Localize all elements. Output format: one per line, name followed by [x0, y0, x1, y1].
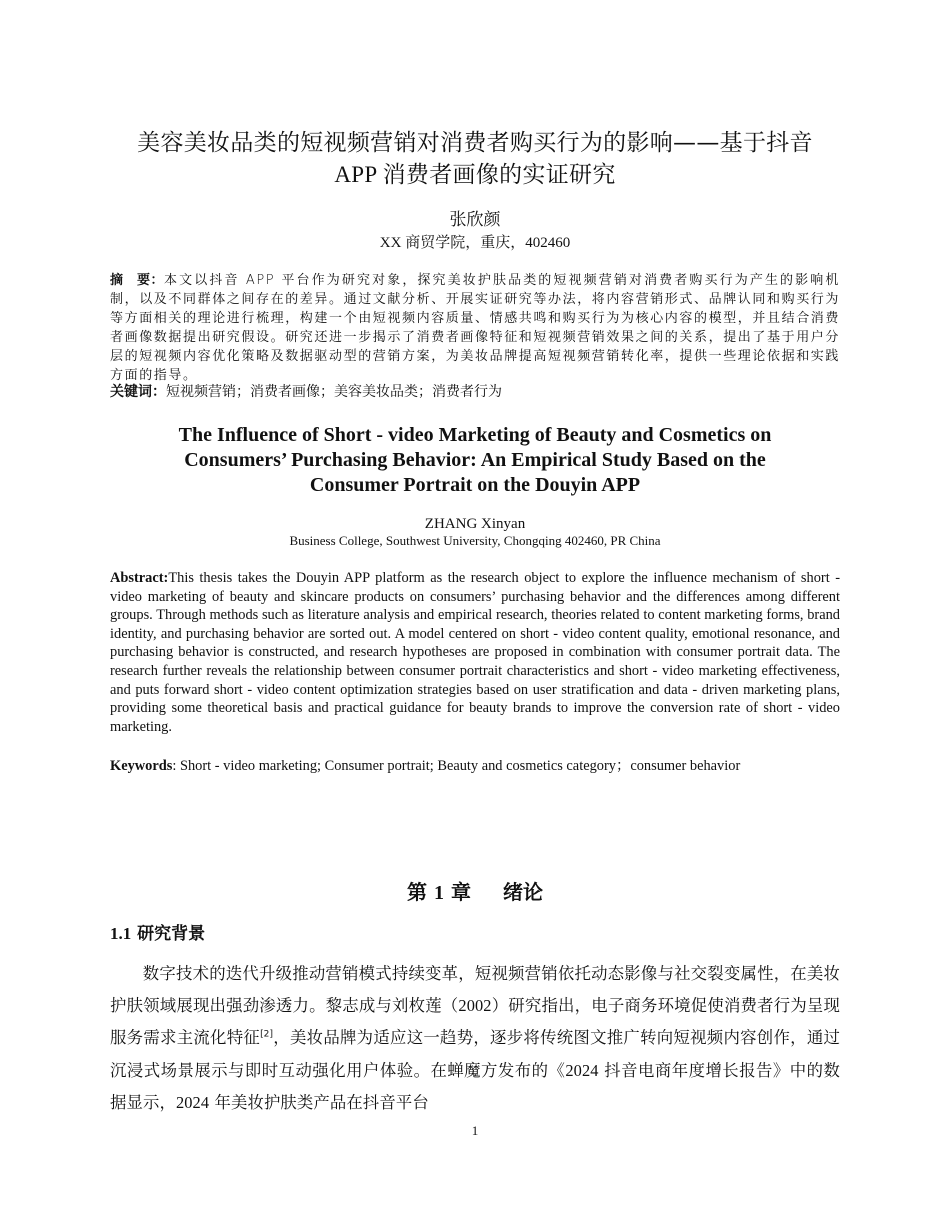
- english-abstract-label: Abstract:: [110, 570, 169, 586]
- body-year-1: 2002: [458, 996, 492, 1016]
- english-title-line-3: Consumer Portrait on the Douyin APP: [309, 474, 641, 496]
- english-title: [130, 423, 820, 498]
- chinese-title-line-1: 美容美妆品类的短视频营销对消费者购买行为的影响——基于抖音: [137, 130, 813, 156]
- chinese-keywords-label: 关键词：: [110, 384, 166, 400]
- citation-marker[interactable]: [2]: [260, 1029, 274, 1040]
- chinese-title-line-2: APP 消费者画像的实证研究: [334, 162, 616, 187]
- chinese-title: [110, 128, 840, 191]
- chapter-prefix: 第: [407, 880, 428, 904]
- body-year-2: 2024: [565, 1060, 599, 1080]
- english-title-line-2: Consumers’ Purchasing Behavior: An Empirical Study Based on the: [184, 449, 766, 471]
- chinese-author: 张欣颜: [449, 210, 501, 230]
- english-keywords-label: Keywords: [110, 758, 173, 774]
- english-author: ZHANG Xinyan: [424, 516, 526, 532]
- chapter-number: 1: [434, 882, 444, 904]
- chapter-heading: [110, 878, 840, 907]
- body-text-3: ，美妆品牌为适应这一趋势，逐步将传统图文推广转向短视频内容创作，通过沉浸式场景展示与即时互动强化用户体验。在蝉魔方发布的《: [110, 1028, 840, 1080]
- english-keywords: [110, 757, 840, 776]
- english-keywords-text: : Short - video marketing; Consumer portrait; Beauty and cosmetics category；consumer behavior: [172, 758, 741, 774]
- chinese-keywords: [110, 383, 840, 402]
- chapter-title: 绪论: [502, 880, 543, 904]
- body-text-4: 抖音电商年度增长报告》中的数据显示，: [110, 1060, 840, 1112]
- section-heading: [110, 922, 840, 946]
- page-number: 1: [471, 1123, 479, 1138]
- chinese-abstract-text: 本文以抖音 APP 平台作为研究对象，探究美妆护肤品类的短视频营销对消费者购买行为产生的影响机制，以及不同群体之间存在的差异。通过文献分析、开展实证研究等办法，将内容营销形式、品牌认同和购买行为等方面相关的理论进行梳理，构建一个由短视频内容质量、情感共鸣和购买行为为核心内容的模型，并且结合消费者画像数据提出研究假设。研究还进一步揭示了消费者画像特征和短视频营销效果之间的关系，提出了基于用户分层的短视频内容优化策略及数据驱动型的营销方案，为美妆品牌提高短视频营销转化率，提供一些理论依据和实践方面的指导。: [110, 273, 841, 383]
- english-affiliation: Business College, Southwest University, Chongqing 402460, PR China: [289, 533, 661, 548]
- body-text-1: 数字技术的迭代升级推动营销模式持续变革，短视频营销依托动态影像与社交裂变属性，在美妆护肤领域展现出强劲渗透力。黎志成与刘枚莲（: [110, 964, 840, 1016]
- chinese-abstract-label: 摘 要：: [110, 273, 165, 288]
- body-text-2: ）研究指出，电子商务环境促使消费者行为呈现服务需求主流化特征: [110, 996, 840, 1048]
- section-title: 研究背景: [137, 924, 206, 944]
- english-abstract-text: This thesis takes the Douyin APP platform as the research object to explore the influence mechanism of short - video marketing of beauty and skincare products on consumers’ purchasing behavior and the differences among different groups. Through methods such as literature analysis and empirical research, theories related to content marketing forms, brand identity, and purchasing behavior are sorted out. A model centered on short - video content quality, emotional resonance, and purchasing behavior is constructed, and research hypotheses are proposed in combination with consumer portrait data. The research further reveals the relationship between consumer portrait characteristics and short - video marketing effectiveness, and puts forward short - video content optimization strategies based on user stratification and data - driven marketing plans, providing some theoretical basis and practical guidance for beauty brands to improve the conversion rate of short - video marketing.: [110, 570, 840, 735]
- chinese-keywords-text: 短视频营销；消费者画像；美容美妆品类；消费者行为: [166, 384, 502, 400]
- chinese-affiliation: XX 商贸学院，重庆，402460: [379, 235, 571, 251]
- chapter-suffix: 章: [450, 880, 471, 904]
- chinese-abstract: [110, 271, 840, 385]
- body-year-3: 2024: [175, 1092, 210, 1112]
- english-abstract: [110, 569, 840, 736]
- body-paragraph: [110, 958, 840, 1119]
- section-number: 1.1: [110, 924, 132, 943]
- body-text-5: 年美妆护肤类产品在抖音平台: [209, 1092, 429, 1112]
- english-title-line-1: The Influence of Short - video Marketing of Beauty and Cosmetics on: [178, 424, 772, 446]
